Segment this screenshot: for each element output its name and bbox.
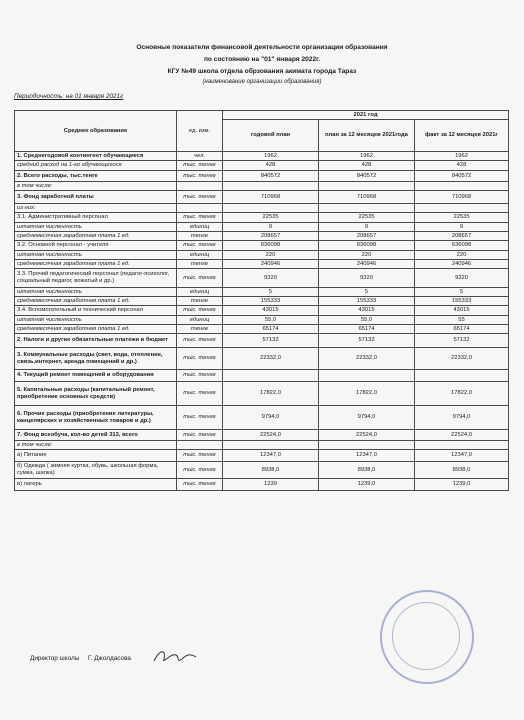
row-annual-plan: 710968 — [223, 191, 319, 204]
table-row — [15, 288, 509, 297]
row-fact-12m: 22535 — [415, 213, 509, 223]
row-label: 3.2. Основной персонал - учителя — [15, 241, 177, 251]
row-plan-12m: 840572 — [319, 171, 415, 182]
official-stamp-inner — [392, 602, 460, 670]
row-annual-plan: 636098 — [223, 241, 319, 251]
row-label: в том числе: — [15, 441, 177, 450]
row-unit: тыс. тенге — [177, 334, 223, 348]
row-label: штатная численность — [15, 223, 177, 232]
row-unit: тенге — [177, 297, 223, 306]
row-annual-plan — [223, 204, 319, 213]
row-annual-plan: 22535 — [223, 213, 319, 223]
row-annual-plan — [223, 182, 319, 191]
row-plan-12m: 65174 — [319, 325, 415, 334]
row-unit: тыс. тенге — [177, 450, 223, 462]
doc-date-line: по состоянию на "01" января 2022г. — [203, 56, 321, 63]
row-annual-plan: 9 — [223, 223, 319, 232]
table-row — [15, 204, 509, 213]
row-fact-12m: 208657 — [415, 232, 509, 241]
row-annual-plan: 9794,0 — [223, 406, 319, 430]
row-label: 2. Всего расходы, тыс.тенге — [15, 171, 177, 182]
table-row — [15, 297, 509, 306]
row-plan-12m: 1239,0 — [319, 479, 415, 491]
row-plan-12m: 636098 — [319, 241, 415, 251]
row-annual-plan: 1239 — [223, 479, 319, 491]
row-plan-12m: 428 — [319, 161, 415, 171]
row-unit: тенге — [177, 325, 223, 334]
row-plan-12m — [319, 204, 415, 213]
row-plan-12m — [319, 441, 415, 450]
row-fact-12m: 155333 — [415, 297, 509, 306]
row-plan-12m: 8938,0 — [319, 462, 415, 479]
row-fact-12m — [415, 370, 509, 382]
row-plan-12m — [319, 182, 415, 191]
row-annual-plan: 155333 — [223, 297, 319, 306]
row-annual-plan: 65174 — [223, 325, 319, 334]
row-annual-plan: 5 — [223, 288, 319, 297]
row-unit: тыс. тенге — [177, 479, 223, 491]
row-label: штатная численность — [15, 316, 177, 325]
row-plan-12m: 22332,0 — [319, 348, 415, 370]
table-row — [15, 382, 509, 406]
header-main: Среднее образование — [15, 111, 177, 152]
row-label: 4. Текущий ремонт помещений и оборудования — [15, 370, 177, 382]
row-plan-12m: 208657 — [319, 232, 415, 241]
row-fact-12m — [415, 204, 509, 213]
row-unit: тенге — [177, 232, 223, 241]
row-unit — [177, 441, 223, 450]
row-annual-plan: 220 — [223, 251, 319, 260]
row-plan-12m: 240946 — [319, 260, 415, 269]
row-unit: тыс. тенге — [177, 171, 223, 182]
row-fact-12m: 240946 — [415, 260, 509, 269]
row-unit — [177, 182, 223, 191]
row-plan-12m: 55,0 — [319, 316, 415, 325]
row-unit: тыс. тенге — [177, 462, 223, 479]
row-plan-12m: 1962 — [319, 152, 415, 161]
row-fact-12m: 428 — [415, 161, 509, 171]
row-unit: тыс. тенге — [177, 213, 223, 223]
doc-title: Основные показатели финансовой деятельности организации образования — [136, 44, 388, 51]
signature-role: Директор школы — [30, 655, 80, 662]
row-fact-12m: 1239,0 — [415, 479, 509, 491]
row-annual-plan: 8938,0 — [223, 462, 319, 479]
row-annual-plan — [223, 441, 319, 450]
header-plan: годовой план — [223, 120, 319, 152]
table-row — [15, 441, 509, 450]
row-unit: тыс. тенге — [177, 370, 223, 382]
row-label: средний расход на 1-го обучающегося — [15, 161, 177, 171]
row-annual-plan: 240946 — [223, 260, 319, 269]
row-unit: тыс. тенге — [177, 406, 223, 430]
row-label: а) Питание — [15, 450, 177, 462]
row-label: 3. Коммунальные расходы (свет, вода, отопление, связь,интернет, аренда помещений и др.) — [15, 348, 177, 370]
row-plan-12m: 43015 — [319, 306, 415, 316]
table-row — [15, 251, 509, 260]
row-fact-12m: 8938,0 — [415, 462, 509, 479]
row-annual-plan — [223, 370, 319, 382]
row-label: среднемесячная заработная плата 1 ед. — [15, 325, 177, 334]
header-year: 2021 год — [223, 111, 509, 120]
table-row — [15, 450, 509, 462]
row-plan-12m: 155333 — [319, 297, 415, 306]
table-row — [15, 161, 509, 171]
row-unit: единиц — [177, 316, 223, 325]
table-row — [15, 325, 509, 334]
row-fact-12m: 710968 — [415, 191, 509, 204]
table-row — [15, 370, 509, 382]
row-fact-12m: 9320 — [415, 269, 509, 288]
row-plan-12m: 9794,0 — [319, 406, 415, 430]
row-annual-plan: 22524,0 — [223, 430, 319, 441]
table-row — [15, 191, 509, 204]
row-unit: единиц — [177, 223, 223, 232]
row-unit — [177, 204, 223, 213]
row-fact-12m: 22524,0 — [415, 430, 509, 441]
table-row — [15, 152, 509, 161]
row-annual-plan: 22332,0 — [223, 348, 319, 370]
row-fact-12m: 636098 — [415, 241, 509, 251]
table-body — [15, 152, 509, 491]
table-row — [15, 269, 509, 288]
header-plan12: план за 12 месяцев 2021года — [319, 120, 415, 152]
row-label: 1. Среднегодовой контингент обучающиеся — [15, 152, 177, 161]
row-fact-12m: 5 — [415, 288, 509, 297]
row-fact-12m: 220 — [415, 251, 509, 260]
row-label: б) Одежда ( зимняя куртка, обувь, школьная форма, сумка, шапка) — [15, 462, 177, 479]
table-row — [15, 479, 509, 491]
handwritten-signature — [150, 645, 200, 669]
row-fact-12m: 22332,0 — [415, 348, 509, 370]
finance-table — [14, 110, 509, 491]
row-label: штатная численность — [15, 288, 177, 297]
row-unit: тенге — [177, 260, 223, 269]
row-fact-12m: 12347,0 — [415, 450, 509, 462]
row-unit: тыс. тенге — [177, 348, 223, 370]
table-row — [15, 406, 509, 430]
row-annual-plan: 17822,0 — [223, 382, 319, 406]
row-fact-12m: 9 — [415, 223, 509, 232]
row-annual-plan: 1962 — [223, 152, 319, 161]
table-row — [15, 316, 509, 325]
signature-name: Г. Джолдасова — [88, 655, 131, 662]
row-label: штатная численность — [15, 251, 177, 260]
row-plan-12m: 710968 — [319, 191, 415, 204]
table-row — [15, 223, 509, 232]
row-label: 3.1. Административный персонал — [15, 213, 177, 223]
row-label: 2. Налоги и другие обязательные платежи в бюджет — [15, 334, 177, 348]
row-unit: единиц — [177, 251, 223, 260]
row-plan-12m: 12347,0 — [319, 450, 415, 462]
row-fact-12m — [415, 182, 509, 191]
row-annual-plan: 840572 — [223, 171, 319, 182]
row-annual-plan: 9320 — [223, 269, 319, 288]
table-row — [15, 334, 509, 348]
row-unit: тыс. тенге — [177, 269, 223, 288]
row-fact-12m: 9794,0 — [415, 406, 509, 430]
row-unit: тыс. тенге — [177, 191, 223, 204]
row-annual-plan: 208657 — [223, 232, 319, 241]
table-row — [15, 232, 509, 241]
row-fact-12m: 840572 — [415, 171, 509, 182]
row-plan-12m: 220 — [319, 251, 415, 260]
row-unit: тыс. тенге — [177, 161, 223, 171]
table-row — [15, 182, 509, 191]
header-fact12: факт за 12 месяцев 2021г — [415, 120, 509, 152]
doc-organization-caption: (наименование организации образования) — [202, 79, 322, 85]
row-unit: единиц — [177, 288, 223, 297]
row-annual-plan: 55,0 — [223, 316, 319, 325]
row-label: среднемесячная заработная плата 1 ед. — [15, 232, 177, 241]
table-row — [15, 241, 509, 251]
row-fact-12m: 1962 — [415, 152, 509, 161]
row-label: из них: — [15, 204, 177, 213]
row-unit: тыс. тенге — [177, 306, 223, 316]
row-fact-12m: 55 — [415, 316, 509, 325]
row-unit: тыс. тенге — [177, 430, 223, 441]
table-row — [15, 430, 509, 441]
row-plan-12m: 57132 — [319, 334, 415, 348]
row-plan-12m — [319, 370, 415, 382]
table-row — [15, 348, 509, 370]
row-plan-12m: 22535 — [319, 213, 415, 223]
table-row — [15, 171, 509, 182]
table-row — [15, 306, 509, 316]
row-fact-12m: 57132 — [415, 334, 509, 348]
row-annual-plan: 428 — [223, 161, 319, 171]
row-label: среднемесячная заработная плата 1 ед. — [15, 260, 177, 269]
row-label: 3.4. Вспомогательный и технический персонал — [15, 306, 177, 316]
doc-period: Периодичность: на 01 января 2021г — [14, 93, 124, 100]
row-plan-12m: 17822,0 — [319, 382, 415, 406]
row-unit: тыс. тенге — [177, 382, 223, 406]
row-label: среднемесячная заработная плата 1 ед. — [15, 297, 177, 306]
row-label: 6. Прочие расходы (приобретение литературы, канцелярских и хозяйственных товаров и др.) — [15, 406, 177, 430]
row-label: в) лагерь — [15, 479, 177, 491]
row-unit: чел. — [177, 152, 223, 161]
table-row — [15, 260, 509, 269]
header-unit: ед. изм. — [177, 111, 223, 152]
row-fact-12m: 43015 — [415, 306, 509, 316]
row-fact-12m: 65174 — [415, 325, 509, 334]
row-unit: тыс. тенге — [177, 241, 223, 251]
row-label: 3.3. Прочий педагогический персонал (педагог-психолог, социальный педагог, вожатый и др.) — [15, 269, 177, 288]
row-annual-plan: 12347,0 — [223, 450, 319, 462]
row-label: в том числе: — [15, 182, 177, 191]
table-row — [15, 462, 509, 479]
row-plan-12m: 5 — [319, 288, 415, 297]
row-label: 7. Фонд всеобуча, кол-во детей 313, всего — [15, 430, 177, 441]
row-plan-12m: 22524,0 — [319, 430, 415, 441]
doc-organization: КГУ №49 школа отдела обрзования акимата города Тараз — [167, 68, 357, 75]
row-annual-plan: 43015 — [223, 306, 319, 316]
row-fact-12m: 17822,0 — [415, 382, 509, 406]
table-row — [15, 213, 509, 223]
row-label: 5. Капитальные расходы (капитальный ремонт, приобретение основных средств) — [15, 382, 177, 406]
row-plan-12m: 9 — [319, 223, 415, 232]
row-annual-plan: 57132 — [223, 334, 319, 348]
row-fact-12m — [415, 441, 509, 450]
row-plan-12m: 9320 — [319, 269, 415, 288]
row-label: 3. Фонд заработной платы — [15, 191, 177, 204]
